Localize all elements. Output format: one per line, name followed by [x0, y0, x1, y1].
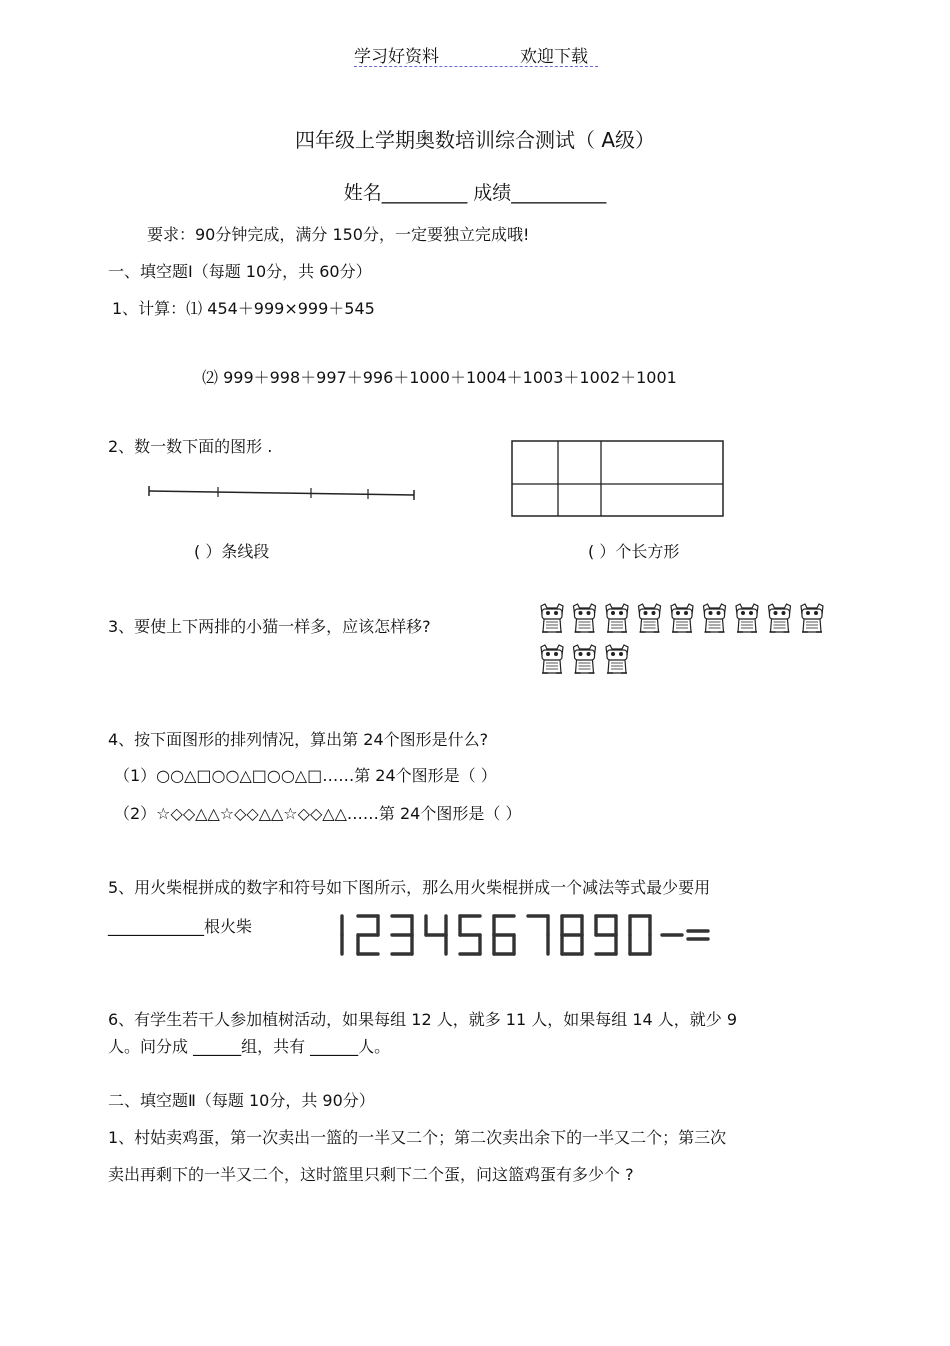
q1-line2: ⑵ 999＋998＋997＋996＋1000＋1004＋1003＋1002＋1001 [202, 368, 677, 387]
header-right-text: 欢迎下载 [520, 47, 588, 67]
name-score-line: 姓名_________ 成绩__________ [343, 182, 607, 204]
matchstick-digit-0 [630, 916, 650, 954]
q6-line2: 人。问分成 ______组，共有 ______人。 [108, 1037, 391, 1056]
rectangle-figure [511, 440, 725, 518]
cat-icon [541, 604, 563, 632]
s2-q1-line1: 1、村姑卖鸡蛋，第一次卖出一篮的一半又二个；第二次卖出余下的一半又二个；第三次 [108, 1128, 727, 1147]
cat-icon [801, 604, 823, 632]
matchstick-digit-2 [358, 916, 378, 954]
cat-icon [769, 604, 791, 632]
header-left-text: 学习好资料 [354, 47, 439, 67]
segment-figure [146, 484, 420, 504]
cat-icon [639, 604, 661, 632]
q4-line2: （2）☆◇◇△△☆◇◇△△☆◇◇△△……第 24个图形是（ ） [114, 804, 522, 823]
requirement-text: 要求：90分钟完成，满分 150分，一定要独立完成哦! [147, 225, 530, 244]
cat-icon [704, 604, 726, 632]
section1-heading: 一、填空题Ⅰ（每题 10分，共 60分） [108, 262, 372, 281]
cat-icon [574, 604, 596, 632]
matchstick-digit-6 [494, 916, 514, 954]
cat-icon [541, 645, 563, 673]
q4-text: 4、按下面图形的排列情况，算出第 24个图形是什么? [108, 730, 489, 749]
q4-line1: （1）○○△□○○△□○○△□……第 24个图形是（ ） [114, 766, 497, 785]
rectangle-answer: ( ）个长方形 [588, 542, 680, 561]
matchstick-digit-3 [392, 916, 412, 954]
cat-icon [606, 604, 628, 632]
q3-text: 3、要使上下两排的小猫一样多，应该怎样移? [108, 617, 431, 636]
cat-icon [736, 604, 758, 632]
segment-answer: ( ）条线段 [194, 542, 270, 561]
q5-text: 5、用火柴棍拼成的数字和符号如下图所示，那么用火柴棍拼成一个减法等式最少要用 [108, 878, 711, 897]
q5-blank: ____________根火柴 [108, 917, 253, 936]
section2-heading: 二、填空题Ⅱ（每题 10分，共 90分） [108, 1091, 375, 1110]
page-title: 四年级上学期奥数培训综合测试（ A级） [294, 128, 656, 152]
cat-icon [671, 604, 693, 632]
matchstick-digit-4 [426, 916, 446, 954]
matchstick-digit-7 [528, 916, 548, 954]
cat-icon [606, 645, 628, 673]
matchstick-figure [330, 912, 770, 962]
matchstick-equals [688, 931, 708, 939]
matchstick-digit-8 [562, 916, 582, 954]
q2-text: 2、数一数下面的图形 . [108, 437, 273, 456]
q6-line1: 6、有学生若干人参加植树活动，如果每组 12 人，就多 11 人，如果每组 14 人，就少 9 [108, 1010, 738, 1029]
s2-q1-line2: 卖出再剩下的一半又二个，这时篮里只剩下二个蛋，问这篮鸡蛋有多少个 ? [108, 1165, 634, 1184]
q1-line1: 1、计算：⑴ 454＋999×999＋545 [112, 299, 375, 318]
cats-figure [536, 600, 836, 680]
page-header [354, 40, 598, 67]
matchstick-digit-5 [460, 916, 480, 954]
matchstick-digit-9 [596, 916, 616, 954]
cat-icon [574, 645, 596, 673]
